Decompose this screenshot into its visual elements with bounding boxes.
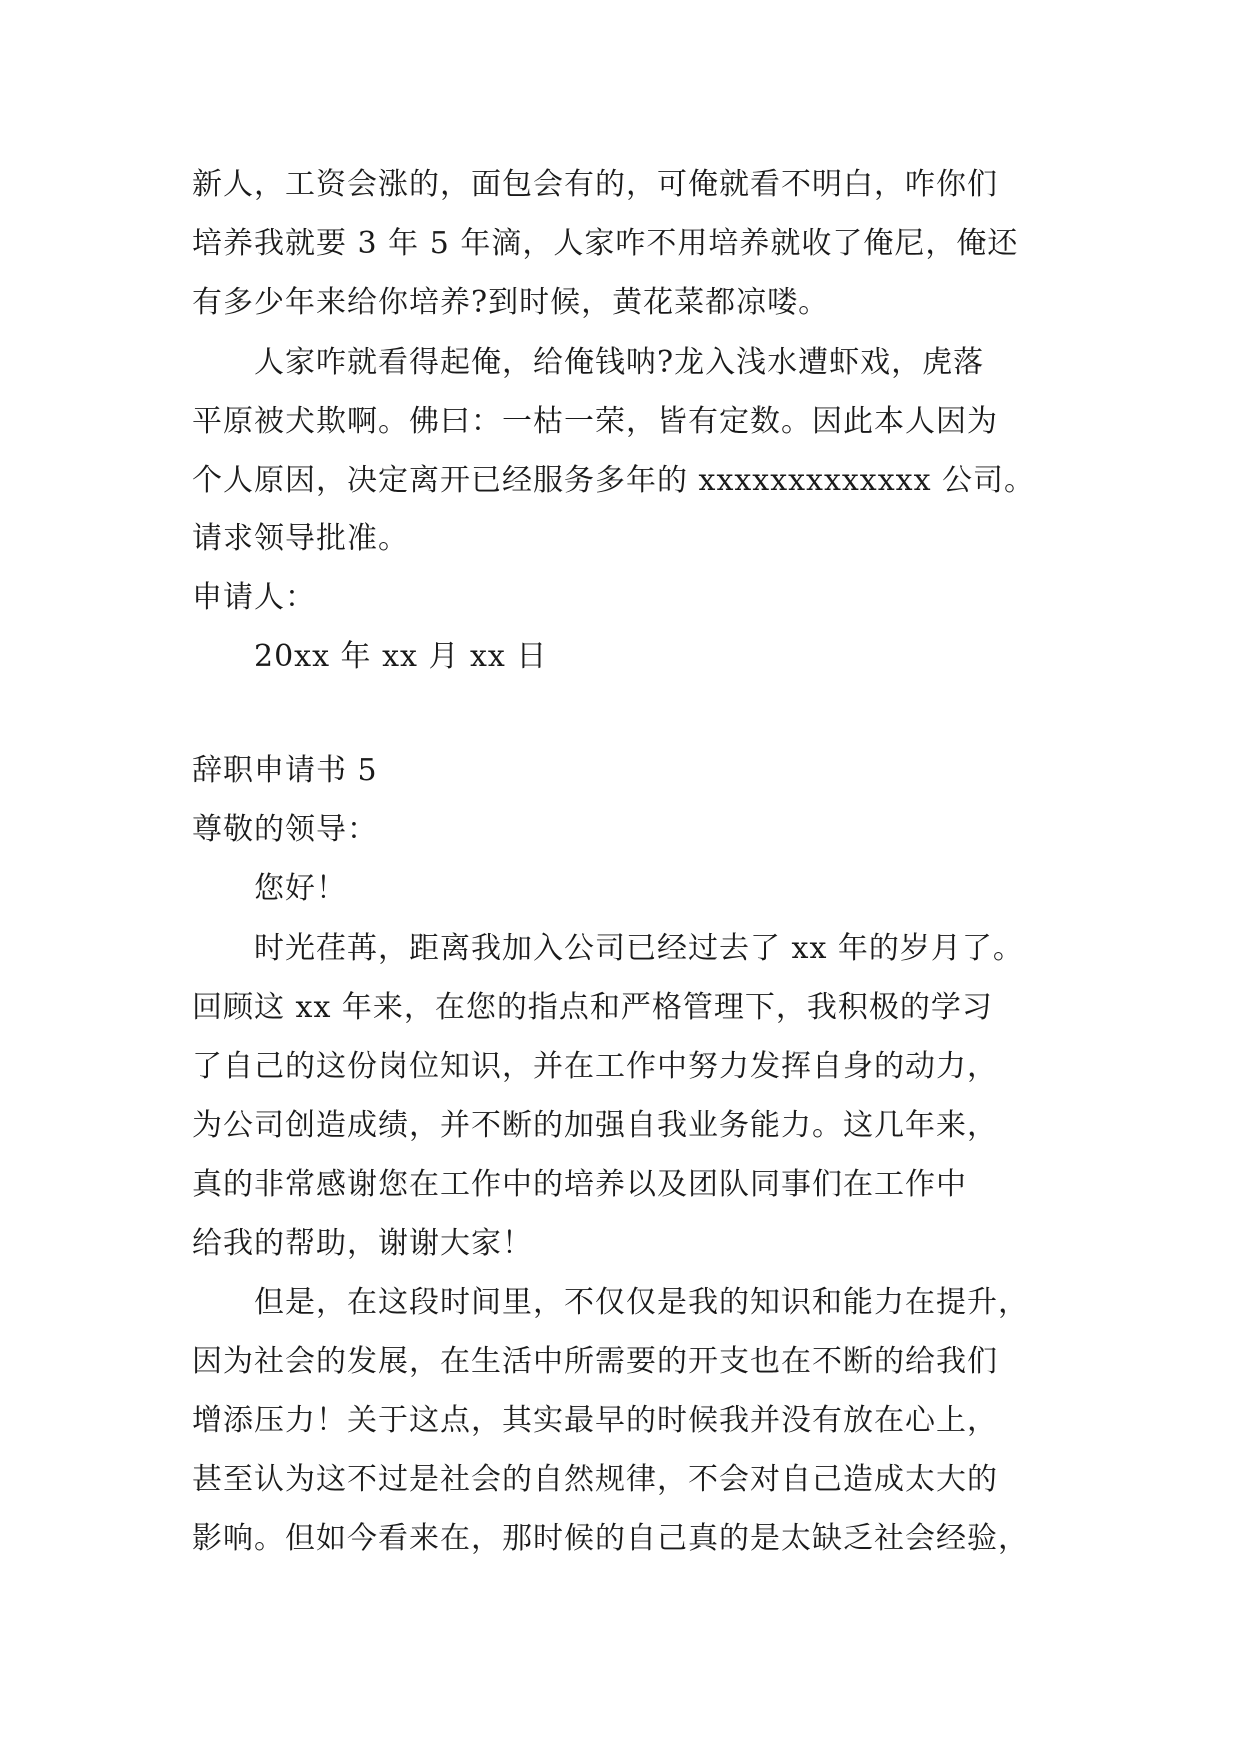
- body-text-line: 甚至认为这不过是社会的自然规律，不会对自己造成太大的: [192, 1462, 998, 1497]
- body-text-line: 增添压力！关于这点，其实最早的时候我并没有放在心上，: [192, 1403, 998, 1438]
- body-text-line: 给我的帮助，谢谢大家！: [192, 1226, 533, 1261]
- body-text-line: 培养我就要 3 年 5 年滴，人家咋不用培养就收了俺尼，俺还: [192, 226, 1019, 261]
- body-text-line: 平原被犬欺啊。佛曰：一枯一荣，皆有定数。因此本人因为: [192, 404, 998, 439]
- paragraph-first-line: 人家咋就看得起俺，给俺钱呐?龙入浅水遭虾戏，虎落: [254, 345, 985, 380]
- paragraph-first-line: 但是，在这段时间里，不仅仅是我的知识和能力在提升，: [254, 1285, 1029, 1320]
- body-text-line: 新人，工资会涨的，面包会有的，可俺就看不明白，咋你们: [192, 167, 998, 202]
- body-text-line: 为公司创造成绩，并不断的加强自我业务能力。这几年来，: [192, 1108, 998, 1143]
- applicant-label: 申请人：: [192, 580, 316, 615]
- body-text-line: 有多少年来给你培养?到时候，黄花菜都凉喽。: [192, 285, 830, 320]
- greeting: 您好！: [254, 871, 347, 906]
- section-title: 辞职申请书 5: [192, 753, 378, 788]
- salutation: 尊敬的领导：: [192, 812, 378, 847]
- body-text-line: 个人原因，决定离开已经服务多年的 xxxxxxxxxxxxx 公司。: [192, 463, 1036, 498]
- body-text-line: 请求领导批准。: [192, 521, 409, 556]
- paragraph-first-line: 时光荏苒，距离我加入公司已经过去了 xx 年的岁月了。: [254, 931, 1024, 966]
- date-line: 20xx 年 xx 月 xx 日: [254, 639, 548, 674]
- body-text-line: 了自己的这份岗位知识，并在工作中努力发挥自身的动力，: [192, 1049, 998, 1084]
- body-text-line: 回顾这 xx 年来，在您的指点和严格管理下，我积极的学习: [192, 990, 993, 1025]
- body-text-line: 影响。但如今看来在，那时候的自己真的是太缺乏社会经验，: [192, 1521, 1029, 1556]
- body-text-line: 因为社会的发展，在生活中所需要的开支也在不断的给我们: [192, 1344, 998, 1379]
- body-text-line: 真的非常感谢您在工作中的培养以及团队同事们在工作中: [192, 1167, 967, 1202]
